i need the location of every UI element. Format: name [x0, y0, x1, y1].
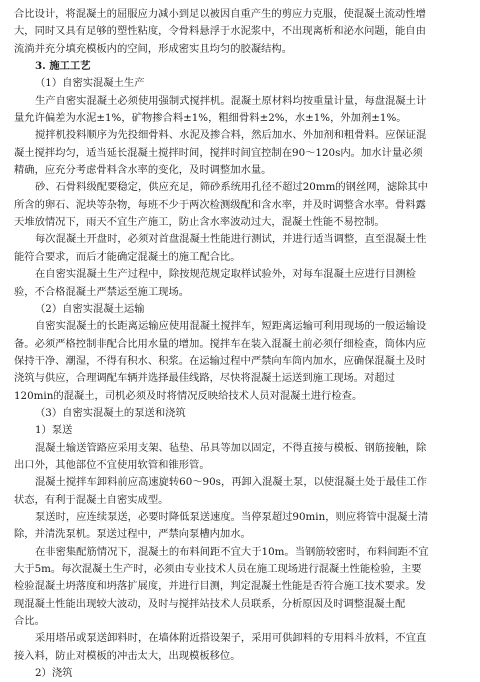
- paragraph-line: 精确，应充分考虑骨料含水率的变化，及时调整加水量。: [14, 164, 272, 177]
- paragraph-first-line: 混凝土输送管路应采用支架、毡垫、吊具等加以固定，不得直接与模板、钢筋接触，除: [35, 441, 427, 454]
- paragraph-first-line: 搅拌机投料顺序为先投细骨料、水泥及掺合料，然后加水、外加剂和粗骨料。应保证混: [35, 129, 427, 142]
- paragraph-first-line: 混凝土搅拌车卸料前应高速旋转60～90s，再卸入混凝土泵，以使混凝土处于最佳工作: [35, 476, 427, 489]
- paragraph-line: 凝土搅拌均匀，适当延长混凝土搅拌时间，搅拌时间宜控制在90～120s内。加水计量必须: [14, 146, 423, 159]
- paragraph-line: 除，并清洗泵机。泵送过程中，严禁向泵槽内加水。: [14, 528, 251, 541]
- paragraph-first-line: 生产自密实混凝土必须使用强制式搅拌机。混凝土原材料均按重量计量，每盘混凝土计: [35, 94, 427, 107]
- paragraph-line: 状态，有利于混凝土自密实成型。: [14, 493, 169, 506]
- paragraph-line: 量允许偏差为水泥±1%，矿物掺合料±1%，粗细骨料±2%，水±1%，外加剂±1%。: [14, 112, 407, 125]
- section-heading: 3. 施工工艺: [35, 60, 91, 73]
- paragraph-line: 现混凝土性能出现较大波动，及时与搅拌站技术人员联系，分析原因及时调整混凝土配: [14, 597, 406, 610]
- paragraph-line: 大于5m。每次混凝土生产时，必须由专业技术人员在施工现场进行混凝土性能检验，主要: [14, 563, 422, 575]
- paragraph-first-line: 砂、石骨料级配要稳定，供应充足，筛砂系统用孔径不超过20mm的钢丝网，滤除其中: [35, 181, 429, 194]
- subsection-heading: （3）自密实混凝土的泵送和浇筑: [35, 406, 186, 419]
- paragraph-line: 天堆放情况下，雨天不宜生产施工，防止含水率波动过大，混凝土性能不易控制。: [14, 216, 385, 229]
- paragraph-line: 检验混凝土坍落度和坍落扩展度，并进行目测，判定混凝土性能是否符合施工技术要求。发: [14, 580, 426, 593]
- paragraph-line: 所含的卵石、泥块等杂物，每班不少于两次检测级配和含水率，并及时调整含水率。骨料露: [14, 198, 426, 211]
- paragraph-first-line: 在非密集配筋情况下，混凝土的布料间距不宜大于10m。当钢筋较密时，布料间距不宜: [35, 545, 429, 558]
- paragraph-line: 验，不合格混凝土严禁运至施工现场。: [14, 285, 190, 298]
- paragraph-line: 备。必须严格控制非配合比用水量的增加。搅拌车在装入混凝土前必须仔细检查，筒体内应: [14, 337, 426, 350]
- paragraph-line: 保持干净、潮湿，不得有积水、积浆。在运输过程中严禁向车筒内加水，应确保混凝土及时: [14, 354, 426, 367]
- paragraph-line: 浇筑与供应，合理调配车辆并选择最佳线路，尽快将混凝土运送到施工现场。对超过: [14, 372, 395, 385]
- paragraph-first-line: 采用塔吊或泵送卸料时，在墙体附近搭设架子，采用可供卸料的专用料斗放料，不宜直: [35, 632, 427, 645]
- paragraph-line: 流淌并充分填充模板内的空间，形成密实且均匀的胶凝结构。: [14, 42, 293, 55]
- subsection-heading: 1）泵送: [35, 424, 73, 437]
- paragraph-line: 120min的混凝土，司机必须及时将情况反映给技术人员对混凝土进行检查。: [14, 389, 363, 402]
- subsection-heading: （1）自密实混凝土生产: [35, 77, 145, 90]
- paragraph-first-line: 泵送时，应连续泵送，必要时降低泵送速度。当停泵超过90min，则应将管中混凝土清: [35, 510, 429, 523]
- paragraph-line: 能符合要求，而后才能确定混凝土的施工配合比。: [14, 250, 241, 263]
- paragraph-line: 合比设计，将混凝土的屈服应力减小到足以被因自重产生的剪应力克服，使混凝土流动性增: [14, 8, 426, 20]
- paragraph-line: 大，同时又具有足够的塑性粘度，令骨料悬浮于水泥浆中，不出现离析和泌水问题，能自由: [14, 25, 426, 38]
- paragraph-first-line: 在自密实混凝土生产过程中，除按规范规定取样试验外，对每车混凝土应进行目测检: [35, 268, 416, 281]
- paragraph-line: 接入料，防止对模板的冲击太大，出现模板移位。: [14, 649, 241, 662]
- paragraph-first-line: 每次混凝土开盘时，必须对首盘混凝土性能进行测试，并进行适当调整，直至混凝土性: [35, 233, 427, 246]
- paragraph-line: 出口外，其他部位不宜使用软管和锥形管。: [14, 458, 210, 471]
- paragraph-first-line: 自密实混凝土的长距离运输应使用混凝土搅拌车，短距离运输可利用现场的一般运输设: [35, 320, 427, 333]
- subsection-heading: （2）自密实混凝土运输: [35, 302, 145, 315]
- paragraph-line: 合比。: [14, 615, 45, 628]
- subsection-heading: 2）浇筑: [35, 667, 73, 680]
